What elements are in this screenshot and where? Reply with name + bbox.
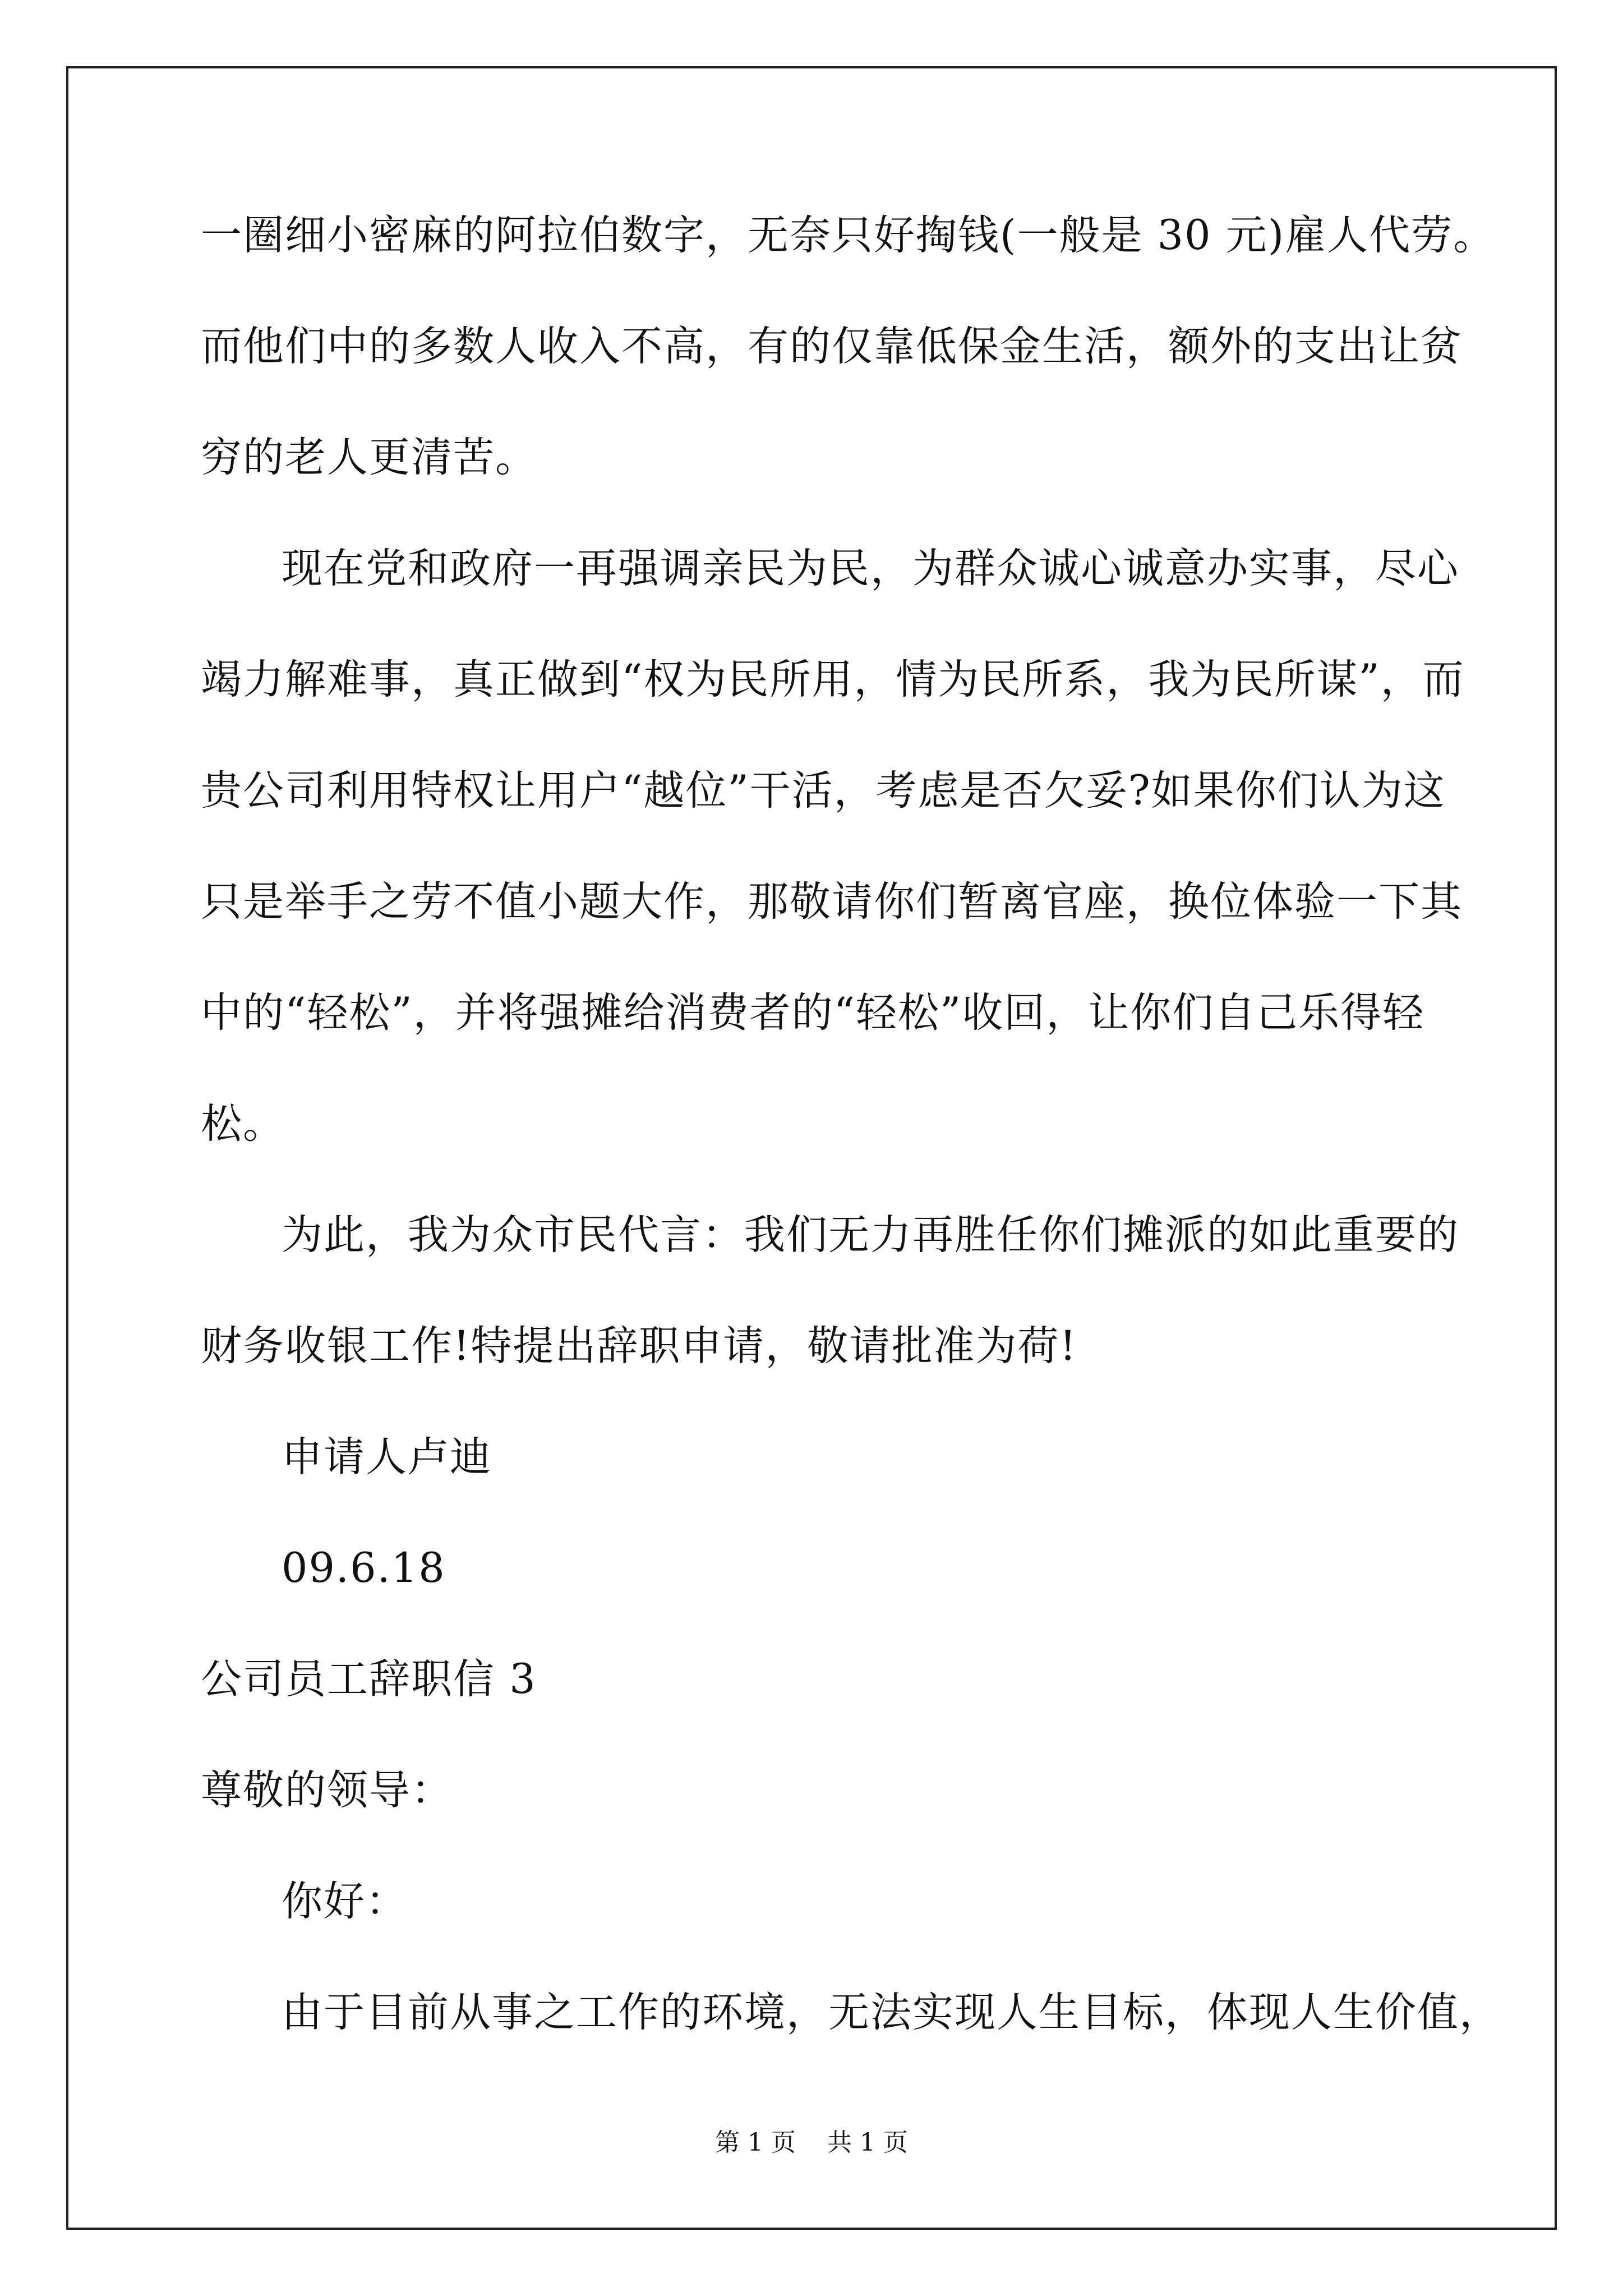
- section-title: 公司员工辞职信 3: [201, 1655, 537, 1703]
- applicant-signature: 申请人卢迪: [282, 1433, 492, 1481]
- body-line-7: 只是举手之劳不值小题大作，那敬请你们暂离官座，换位体验一下其: [201, 878, 1463, 926]
- body-line-1: 一圈细小密麻的阿拉伯数字，无奈只好掏钱(一般是 30 元)雇人代劳。: [201, 211, 1496, 259]
- body-line-5: 竭力解难事，真正做到“权为民所用，情为民所系，我为民所谋”，而: [201, 656, 1465, 703]
- body-line-2: 而他们中的多数人收入不高，有的仅靠低保金生活，额外的支出让贫: [201, 323, 1463, 370]
- greeting: 你好：: [282, 1878, 408, 1925]
- paragraph-start-line: 为此，我为众市民代言：我们无力再胜任你们摊派的如此重要的: [282, 1211, 1459, 1259]
- salutation: 尊敬的领导：: [201, 1766, 453, 1814]
- body-line-3: 穷的老人更清苦。: [201, 434, 537, 481]
- page-total: 共 1 页: [827, 2128, 908, 2157]
- body-line-11: 财务收银工作!特提出辞职申请，敬请批准为荷!: [201, 1322, 1077, 1370]
- paragraph-start-line: 现在党和政府一再强调亲民为民，为群众诚心诚意办实事，尽心: [282, 545, 1459, 592]
- page-number: 第 1 页: [715, 2128, 796, 2157]
- page-footer: [0, 2126, 1623, 2160]
- signature-date: 09.6.18: [282, 1544, 446, 1592]
- body-line-6: 贵公司利用特权让用户“越位”干活，考虑是否欠妥?如果你们认为这: [201, 767, 1446, 815]
- body-line-8: 中的“轻松”，并将强摊给消费者的“轻松”收回，让你们自己乐得轻: [201, 989, 1425, 1037]
- body-line-9: 松。: [201, 1100, 285, 1148]
- paragraph-start-line: 由于目前从事之工作的环境，无法实现人生目标，体现人生价值，: [282, 1989, 1501, 2036]
